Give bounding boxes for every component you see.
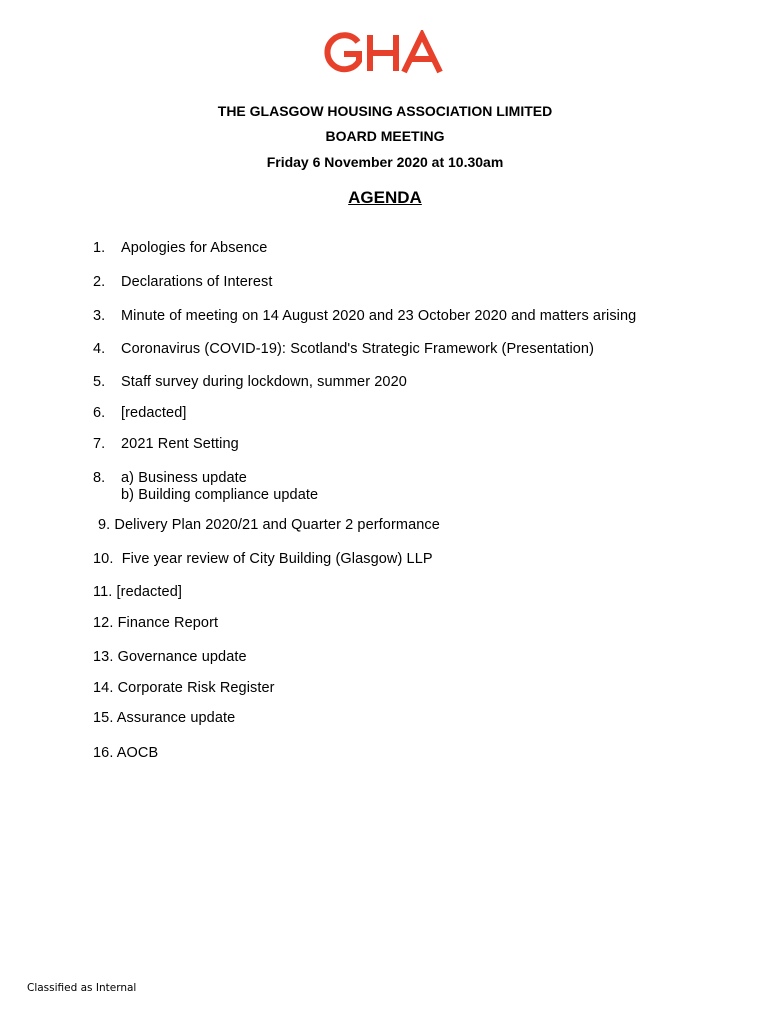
agenda-title: AGENDA (348, 188, 422, 207)
item-number: 3. (93, 308, 106, 324)
organisation-name: THE GLASGOW HOUSING ASSOCIATION LIMITED (217, 103, 553, 119)
agenda-item-12: 12. Finance Report (93, 615, 219, 631)
item-number: 2. (93, 274, 106, 290)
gha-logo-mark (318, 30, 450, 76)
item-number: 5. (93, 374, 106, 390)
item-text-b: b) Building compliance update (121, 487, 319, 503)
agenda-item-10: 10. Five year review of City Building (Glasgow) LLP (93, 551, 433, 567)
item-text: [redacted] (121, 405, 187, 421)
item-number: 1. (93, 240, 106, 256)
agenda-item-8 (0, 470, 770, 506)
agenda-item-16: 16. AOCB (93, 745, 159, 761)
item-text: Minute of meeting on 14 August 2020 and 23 October 2020 and matters arising (121, 308, 637, 324)
agenda-item-13: 13. Governance update (93, 649, 247, 665)
item-text: Staff survey during lockdown, summer 2020 (121, 374, 407, 390)
item-text: Coronavirus (COVID-19): Scotland's Strategic Framework (Presentation) (121, 341, 595, 357)
item-text: Apologies for Absence (121, 240, 268, 256)
item-number: 8. (93, 470, 106, 486)
gha-logo (318, 30, 450, 76)
agenda-item-9: 9. Delivery Plan 2020/21 and Quarter 2 performance (98, 517, 440, 533)
item-text: Declarations of Interest (121, 274, 273, 290)
item-text: 2021 Rent Setting (121, 436, 239, 452)
item-text-a: a) Business update (121, 470, 247, 486)
meeting-title: BOARD MEETING (325, 128, 445, 144)
item-number: 7. (93, 436, 106, 452)
agenda-item-14: 14. Corporate Risk Register (93, 680, 275, 696)
classification-label: Classified as Internal (27, 982, 137, 994)
meeting-date: Friday 6 November 2020 at 10.30am (266, 154, 504, 170)
item-number: 6. (93, 405, 106, 421)
agenda-item-15: 15. Assurance update (93, 710, 236, 726)
item-number: 4. (93, 341, 106, 357)
agenda-item-11: 11. [redacted] (93, 584, 182, 600)
